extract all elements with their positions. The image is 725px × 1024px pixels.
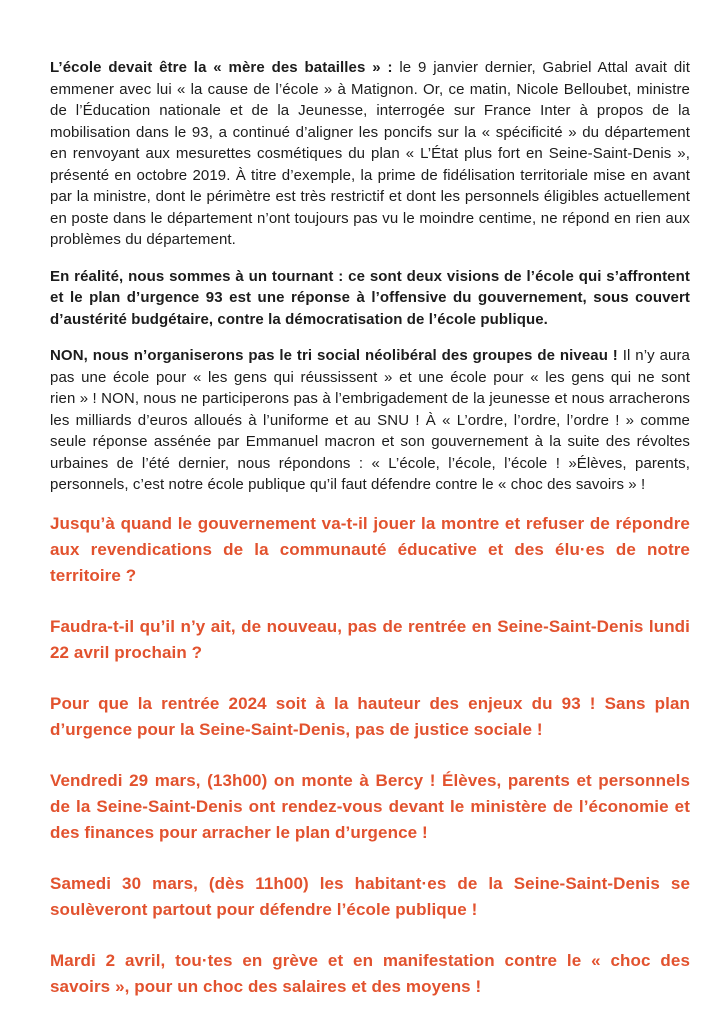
turning-point-paragraph: En réalité, nous sommes à un tournant : ce sont deux visions de l’école qui s’affrontent et le plan d’urgence 93 est une réponse à l’offensive du gouvernement, sous couvert d’austérité budgétaire, contre la démocratisation de l’école publique. — [50, 267, 690, 328]
non-tri-social-paragraph — [50, 345, 690, 496]
intro-paragraph-bold-lead: L’école devait être la « mère des batailles » : — [50, 59, 393, 76]
accent-paragraph-vendredi-29-mars: Vendredi 29 mars, (13h00) on monte à Bercy ! Élèves, parents et personnels de la Seine-Saint-Denis ont rendez-vous devant le ministère de l’économie et des finances pour arracher le plan d’urgence ! — [50, 770, 690, 842]
non-tri-social-body-text: Il n’y aura pas une école pour « les gens qui réussissent » et une école pour « les gens qui ne sont rien » ! NON, nous ne participerons pas à l’embrigadement de la jeunesse et nous arracherons les milliards d’euros alloués à l’uniforme et au SNU ! À « L’ordre, l’ordre, l’ordre ! » comme seule réponse assénée par Emmanuel macron et son gouvernement à la suite des révoltes urbaines de l’été dernier, nous répondons : « L’école, l’école, l’école ! »Élèves, parents, personnels, c’est notre école publique qu’il faut défendre contre le « choc des savoirs » ! — [50, 347, 690, 493]
accent-paragraph-samedi-30-mars: Samedi 30 mars, (dès 11h00) les habitant·es de la Seine-Saint-Denis se soulèveront partout pour défendre l’école publique ! — [50, 873, 690, 919]
accent-paragraph-faudra-t-il: Faudra-t-il qu’il n’y ait, de nouveau, pas de rentrée en Seine-Saint-Denis lundi 22 avril prochain ? — [50, 616, 690, 662]
accent-paragraph-rentree-2024: Pour que la rentrée 2024 soit à la hauteur des enjeux du 93 ! Sans plan d’urgence pour la Seine-Saint-Denis, pas de justice sociale ! — [50, 693, 690, 739]
accent-paragraph-mardi-2-avril: Mardi 2 avril, tou·tes en grève et en manifestation contre le « choc des savoirs », pour un choc des salaires et des moyens ! — [50, 950, 690, 996]
intro-paragraph — [50, 57, 690, 251]
accent-paragraph-jusqua-quand: Jusqu’à quand le gouvernement va-t-il jouer la montre et refuser de répondre aux revendications de la communauté éducative et des élu·es de notre territoire ? — [50, 513, 690, 585]
non-tri-social-bold-lead: NON, nous n’organiserons pas le tri social néolibéral des groupes de niveau ! — [50, 347, 618, 364]
intro-paragraph-body-text: le 9 janvier dernier, Gabriel Attal avait dit emmener avec lui « la cause de l’école » à Matignon. Or, ce matin, Nicole Belloubet, ministre de l’Éducation nationale et de la Jeunesse, interrogée sur France Inter à propos de la mobilisation dans le 93, a continué d’aligner les poncifs sur la « spécificité » du département en renvoyant aux mesurettes cosmétiques du plan « L’État plus fort en Seine-Saint-Denis », présenté en octobre 2019. À titre d’exemple, la prime de fidélisation territoriale mise en avant par la ministre, dont le périmètre est très restrictif et dont les personnels éligibles actuellement en poste dans le département n’ont toujours pas vu le moindre centime, ne répond en rien aux problèmes du département. — [50, 59, 690, 248]
